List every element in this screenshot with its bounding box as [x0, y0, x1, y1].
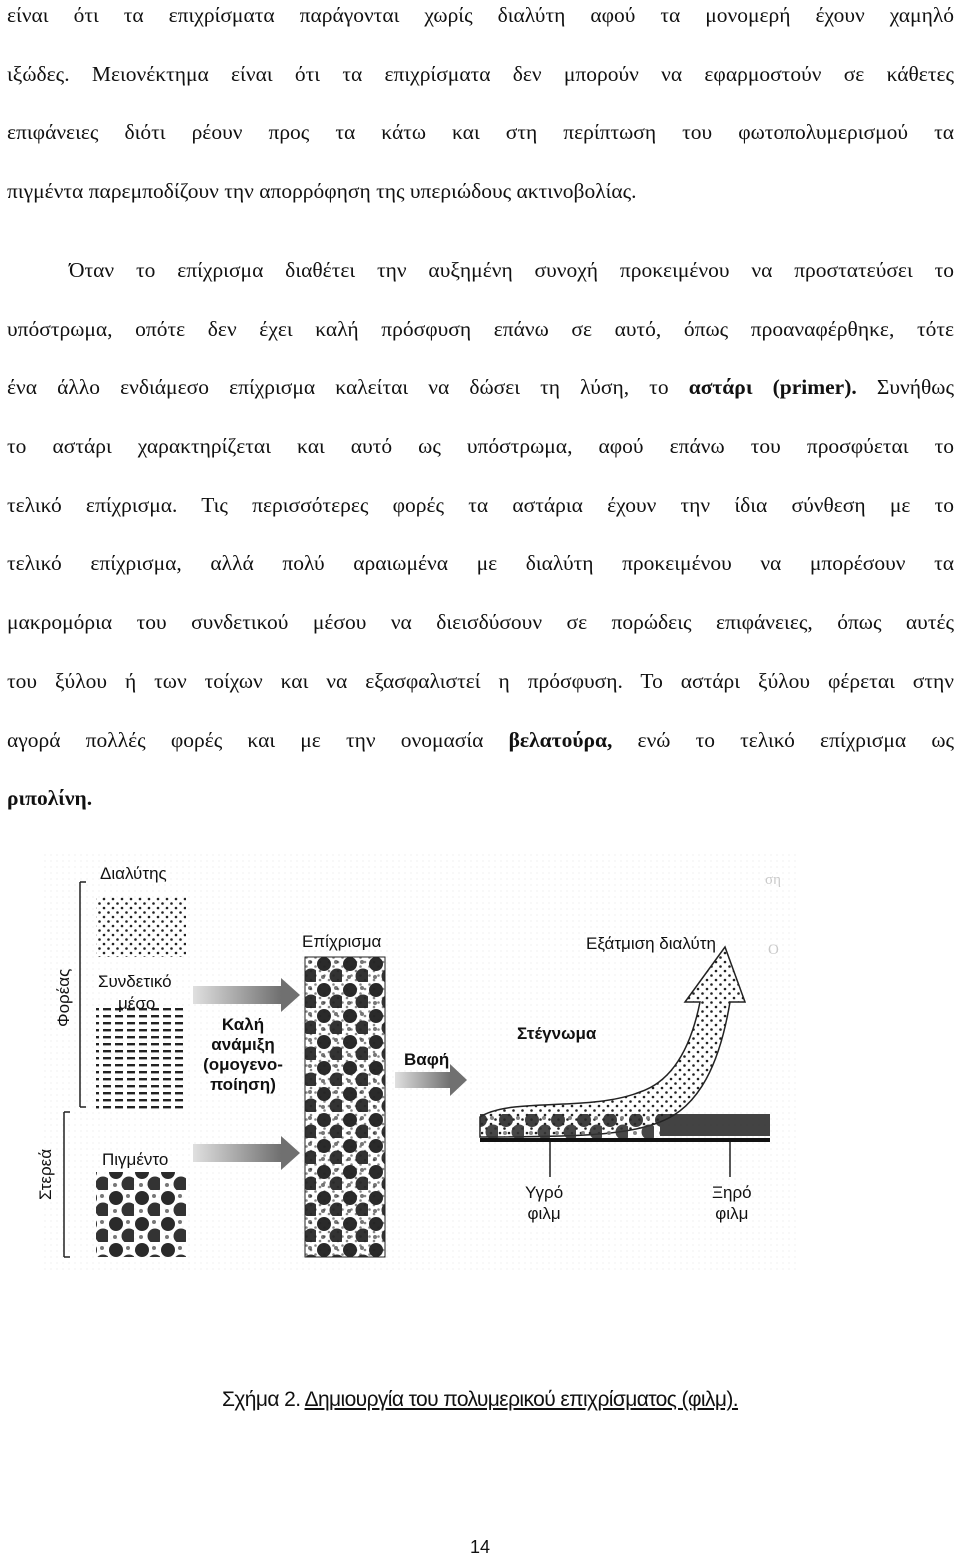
label-solids: Στερεά	[36, 1148, 55, 1200]
label-mixing-line: ποίηση)	[210, 1075, 276, 1094]
label-binder-line2: μέσο	[118, 994, 156, 1013]
label-mixing-line: (ομογενο-	[203, 1055, 283, 1074]
label-dry-film	[712, 1182, 752, 1224]
bold-term-primer: αστάρι (primer).	[688, 375, 857, 400]
figure-caption	[0, 1388, 960, 1412]
label-binder-line1: Συνδετικό	[98, 972, 172, 991]
label-solvent: Διαλύτης	[100, 864, 167, 883]
label-wet-film-line: Υγρό	[525, 1183, 564, 1202]
label-carrier: Φορέας	[54, 968, 73, 1027]
paragraph-2-line: το αστάρι χαρακτηρίζεται και αυτό ως υπόστρωμα, αφού επάνω του προσφύεται το	[7, 434, 954, 459]
paragraph-1-line: ιξώδες. Μειονέκτημα είναι ότι τα επιχρίσματα δεν μπορούν να εφαρμοστούν σε κάθετες	[7, 61, 954, 86]
caption-prefix: Σχήμα 2.	[221, 1388, 305, 1411]
line-text: ένα άλλο ενδιάμεσο επίχρισμα καλείται να δώσει τη λύση, το	[7, 375, 689, 400]
paragraph-2-line	[7, 783, 954, 842]
label-mixing	[202, 1015, 284, 1095]
figure-coating-formation: ση Ο Διαλύτης Συνδετικό μέσο Πιγμέντο Φορέας Στερεά Επίχρισμα Καλή ανάμιξη (ομογενο- ποίηση) Βαφή Εξάτμιση διαλύτη Στέγνωμα Υγρό φιλμ Ξηρό φιλμ	[30, 852, 800, 1272]
line-text: Συνήθως	[856, 375, 954, 400]
label-coating: Επίχρισμα	[302, 932, 382, 951]
line-text: αγορά πολλές φορές και με την ονομασία	[7, 727, 509, 752]
paragraph-2	[7, 255, 954, 842]
label-dry-film-line: Ξηρό	[712, 1183, 752, 1202]
paragraph-2-line: Όταν το επίχρισμα διαθέτει την αυξημένη συνοχή προκειμένου να προστατεύσει το	[69, 258, 954, 282]
caption-title: Δημιουργία του πολυμερικού επιχρίσματος (φιλμ).	[304, 1388, 739, 1411]
label-painting: Βαφή	[404, 1050, 450, 1069]
paragraph-1-line: πιγμέντα παρεμποδίζουν την απορρόφηση της υπεριώδους ακτινοβολίας.	[7, 178, 637, 203]
paragraph-1-line: επιφάνειες διότι ρέουν προς τα κάτω και στη περίπτωση του φωτοπολυμερισμού τα	[7, 120, 954, 144]
label-mixing-line: ανάμιξη	[211, 1035, 275, 1054]
bold-term-ripolini: ριπολίνη.	[7, 786, 93, 811]
label-wet-film-line: φιλμ	[527, 1204, 561, 1223]
label-dry-film-line: φιλμ	[715, 1204, 749, 1223]
label-drying: Στέγνωμα	[517, 1024, 597, 1043]
paragraph-2-line: τελικό επίχρισμα. Τις περισσότερες φορές τα αστάρια έχουν την ίδια σύνθεση με το	[7, 492, 954, 517]
label-solvent-evaporation: Εξάτμιση διαλύτη	[586, 934, 716, 953]
label-wet-film	[525, 1182, 563, 1224]
page-number: 14	[469, 1537, 491, 1557]
line-text: ενώ το τελικό επίχρισμα ως	[612, 727, 954, 752]
label-mixing-line: Καλή	[221, 1015, 265, 1034]
paragraph-2-line: του ξύλου ή των τοίχων και να εξασφαλιστεί η πρόσφυση. Το αστάρι ξύλου φέρεται στην	[7, 668, 954, 693]
paragraph-2-line	[7, 372, 954, 431]
paragraph-1	[7, 0, 954, 234]
paragraph-1-line: είναι ότι τα επιχρίσματα παράγονται χωρίς διαλύτη αφού τα μονομερή έχουν χαμηλό	[7, 3, 954, 27]
paragraph-2-line	[7, 725, 954, 784]
paragraph-2-line: μακρομόρια του συνδετικού μέσου να διεισδύσουν σε πορώδεις επιφάνειες, όπως αυτές	[7, 610, 954, 635]
paragraph-2-line: υπόστρωμα, οπότε δεν έχει καλή πρόσφυση επάνω σε αυτό, όπως προαναφέρθηκε, τότε	[7, 316, 954, 341]
label-pigment: Πιγμέντο	[102, 1150, 169, 1169]
paragraph-2-line: τελικό επίχρισμα, αλλά πολύ αραιωμένα με διαλύτη προκειμένου να μπορέσουν τα	[7, 551, 954, 576]
bold-term-velatoura: βελατούρα,	[508, 727, 613, 752]
